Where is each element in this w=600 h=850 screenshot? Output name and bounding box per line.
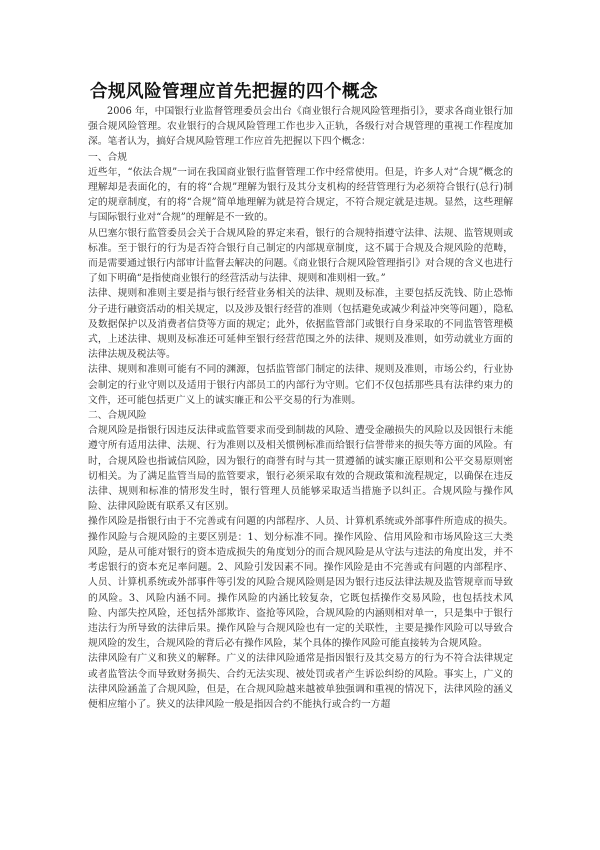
document-body [88, 104, 513, 712]
paragraph: 操作风险是指银行由于不完善或有问题的内部程序、人员、计算机系统或外部事件所造成的损失。操作风险与合规风险的主要区别是：1、划分标准不同。操作风险、信用风险和市场风险这三大类风险，是从可能对银行的资本造成损失的角度划分的而合规风险是从守法与违法的角度出发，并不考虑银行的资本充足率问题。2、风险引发因素不同。操作风险是由不完善或有问题的内部程序、人员、计算机系统或外部事件等引发的风险合规风险则是因为银行违反法律法规及监管规章而导致的风险。3、风险内涵不同。操作风险的内涵比较复杂，它既包括操作交易风险，也包括技术风险、内部失控风险，还包括外部欺诈、盗抢等风险，合规风险的内涵则相对单一，只是集中于银行违法行为所导致的法律后果。操作风险与合规风险也有一定的关联性，主要是操作风险可以导致合规风险的发生，合规风险的背后必有操作风险，某个具体的操作风险可能直接转为合规风险。 [88, 516, 513, 650]
section-heading-compliance-risk: 二、合规风险 [88, 410, 147, 422]
intro-paragraph: 2006 年，中国银行业监督管理委员会出台《商业银行合规风险管理指引》，要求各商业银行加强合规风险管理。农业银行的合规风险管理工作也步入正轨，各级行对合规管理的重视工作程度加深。笔者认为，搞好合规风险管理工作应首先把握以下四个概念： [88, 106, 513, 148]
section-heading-compliance: 一、合规 [88, 151, 127, 163]
page-title: 合规风险管理应首先把握的四个概念 [90, 82, 378, 102]
paragraph: 法律、规则和准则可能有不同的渊源，包括监管部门制定的法律、规则及准则，市场公约，行业协会制定的行业守则以及适用于银行内部员工的内部行为守则。它们不仅包括那些具有法律约束力的文件，还可能包括更广义上的诚实廉正和公平交易的行为准则。 [88, 364, 513, 406]
paragraph: 从巴塞尔银行监管委员会关于合规风险的界定来看，银行的合规特指遵守法律、法规、监管规则或标准。至于银行的行为是否符合银行自己制定的内部规章制度，这不属于合规及合规风险的范畴，而是需要通过银行内部审计监督去解决的问题。《商业银行合规风险管理指引》对合规的含义也进行了如下明确“是指使商业银行的经营活动与法律、规则和准则相一致。” [88, 227, 513, 285]
paragraph: 法律风险有广义和狭义的解释。广义的法律风险通常是指因银行及其交易方的行为不符合法律规定或者监管法令而导致财务损失、合约无法实现、被处罚或者产生诉讼纠纷的风险。事实上，广义的法律风险涵盖了合规风险，但是，在合规风险越来越被单独强调和重视的情况下，法律风险的涵义便相应缩小了。狭义的法律风险一般是指因合约不能执行或合约一方超 [88, 653, 513, 710]
paragraph: 法律、规则和准则主要是指与银行经营业务相关的法律、规则及标准，主要包括反洗钱、防止恐怖分子进行融资活动的相关规定，以及涉及银行经营的准则（包括避免或减少利益冲突等问题），隐私及数据保护以及消费者信贷等方面的规定；此外，依据监管部门或银行自身采取的不同监管管理模式，上述法律、规则及标准还可延伸至银行经营范围之外的法律、规则及准则，如劳动就业方面的法律法规及税法等。 [88, 288, 513, 361]
paragraph: 近些年，“依法合规”一词在我国商业银行监督管理工作中经常使用。但是，许多人对“合规”概念的理解却是表面化的，有的将“合规”理解为银行及其分支机构的经营管理行为必须符合银行(总行)制定的规章制度，有的将“合规”简单地理解为就是符合规定，不符合规定就是违规。显然，这些理解与国际银行业对“合规”的理解是不一致的。 [88, 166, 513, 224]
paragraph: 合规风险是指银行因违反法律或监管要求而受到制裁的风险、遭受金融损失的风险以及因银行未能遵守所有适用法律、法规、行为准则以及相关惯例标准而给银行信誉带来的损失等方面的风险。有时，合规风险也指诚信风险，因为银行的商誉有时与其一贯遵循的诚实廉正原则和公平交易原则密切相关。为了满足监管当局的监管要求，银行必须采取有效的合规政策和流程规定，以确保在违反法律、规则和标准的情形发生时，银行管理人员能够采取适当措施予以纠正。合规风险与操作风险、法律风险既有联系又有区别。 [88, 425, 513, 513]
